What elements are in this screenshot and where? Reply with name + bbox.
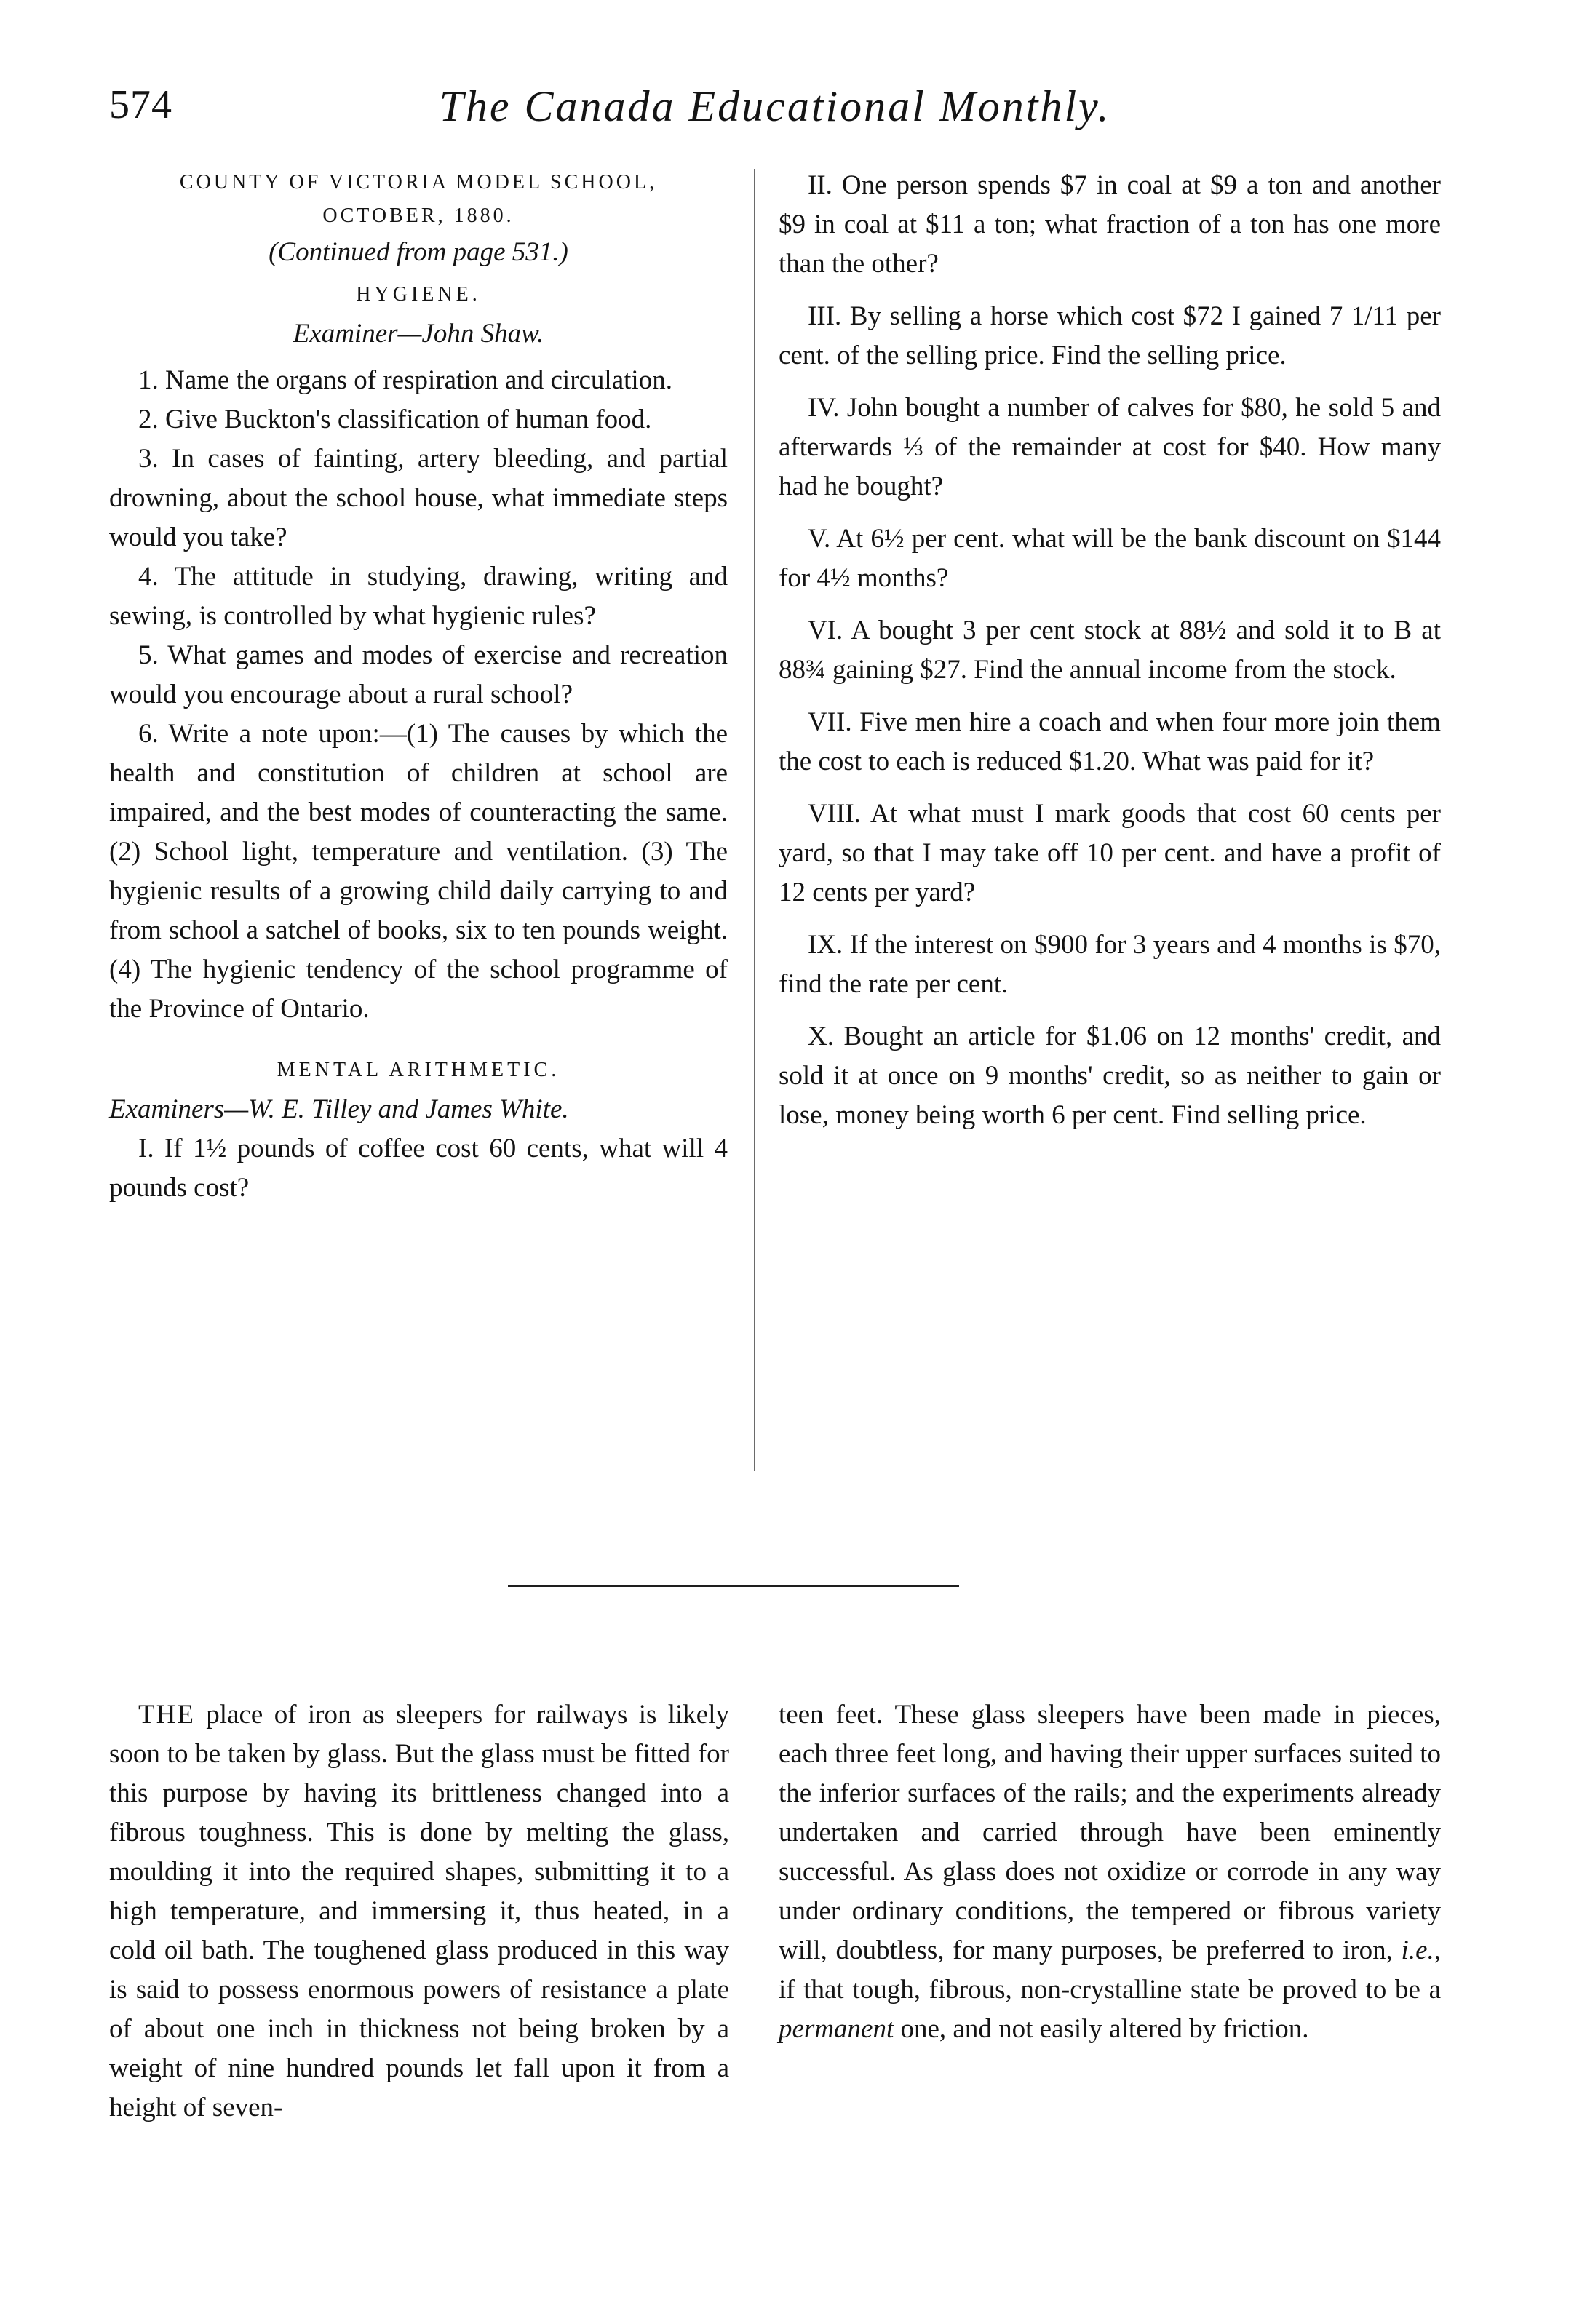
arithmetic-question: VIII. At what must I mark goods that cost 60 cents per yard, so that I may take off 10 per cent. and have a profit of 12 cents per yard?: [779, 799, 1441, 907]
arithmetic-question: VII. Five men hire a coach and when four more join them the cost to each is reduced $1.20. What was paid for it?: [779, 707, 1441, 776]
exam-date: OCTOBER, 1880.: [322, 204, 514, 227]
page-number: 574: [109, 82, 172, 127]
arithmetic-question: X. Bought an article for $1.06 on 12 months' credit, and sold it at once on 9 months' credit, so as neither to gain or lose, money being worth 6 per cent. Find selling price.: [779, 1022, 1441, 1130]
hygiene-examiner: Examiner—John Shaw.: [293, 319, 544, 349]
column-divider: [754, 169, 755, 1471]
article-left-column: [109, 1695, 729, 2128]
section-separator-rule: [508, 1585, 959, 1587]
arithmetic-question: I. If 1½ pounds of coffee cost 60 cents, what will 4 pounds cost?: [109, 1134, 728, 1203]
hygiene-question: 3. In cases of fainting, artery bleeding, and partial drowning, about the school house, what immediate steps would you take?: [109, 444, 728, 552]
exam-right-column: [779, 166, 1441, 1148]
exam-left-column: [109, 166, 728, 1208]
hygiene-question: 5. What games and modes of exercise and recreation would you encourage about a rural school?: [109, 640, 728, 709]
hygiene-question: 6. Write a note upon:—(1) The causes by which the health and constitution of children at school are impaired, and the best modes of counteracting the same. (2) School light, temperature and ventilation. (3) The hygienic results of a growing child daily carrying to and from school a satchel of books, six to ten pounds weight. (4) The hygienic tendency of the school programme of the Province of Ontario.: [109, 719, 728, 1024]
arithmetic-question: II. One person spends $7 in coal at $9 a ton and another $9 in coal at $11 a ton; what fraction of a ton has one more than the other?: [779, 170, 1441, 279]
exam-title: COUNTY OF VICTORIA MODEL SCHOOL,: [179, 171, 658, 194]
article-text: one, and not easily altered by friction.: [894, 2014, 1309, 2044]
arithmetic-question: IV. John bought a number of calves for $80, he sold 5 and afterwards ⅓ of the remainder at cost for $40. How many had he bought?: [779, 393, 1441, 501]
arithmetic-question: IX. If the interest on $900 for 3 years and 4 months is $70, find the rate per cent.: [779, 930, 1441, 999]
article-text: , if that tough, fibrous, non-crystalline state be proved to be a: [779, 1935, 1441, 2005]
mental-arithmetic-heading: MENTAL ARITHMETIC.: [277, 1059, 560, 1081]
continued-note: (Continued from page 531.): [269, 237, 568, 267]
hygiene-question: 1. Name the organs of respiration and circulation.: [138, 365, 672, 395]
running-title: The Canada Educational Monthly.: [439, 82, 1111, 130]
article-ie: i.e.: [1401, 1935, 1434, 1965]
arithmetic-question: VI. A bought 3 per cent stock at 88½ and sold it to B at 88¾ gaining $27. Find the annual income from the stock.: [779, 616, 1441, 685]
article-lead-word: THE: [138, 1700, 195, 1730]
page-header: [109, 81, 1441, 147]
article-paragraph-continued: [779, 1695, 1441, 2049]
article-paragraph: [109, 1695, 729, 2128]
article-right-column: [779, 1695, 1441, 2049]
hygiene-question: 4. The attitude in studying, drawing, writing and sewing, is controlled by what hygienic rules?: [109, 562, 728, 631]
arithmetic-question: III. By selling a horse which cost $72 I gained 7 1/11 per cent. of the selling price. Find the selling price.: [779, 301, 1441, 370]
article-permanent: permanent: [779, 2014, 894, 2044]
arithmetic-examiners: Examiners—W. E. Tilley and James White.: [109, 1094, 569, 1124]
article-text: place of iron as sleepers for railways is likely soon to be taken by glass. But the glass must be fitted for this purpose by having its brittleness changed into a fibrous toughness. This is done by melting the glass, moulding it into the required shapes, submitting it to a high temperature, and immersing it, thus heated, in a cold oil bath. The toughened glass produced in this way is said to possess enormous powers of resistance a plate of about one inch in thickness not being broken by a weight of nine hundred pounds let fall upon it from a height of seven-: [109, 1700, 729, 2122]
arithmetic-question: V. At 6½ per cent. what will be the bank discount on $144 for 4½ months?: [779, 524, 1441, 593]
hygiene-question: 2. Give Buckton's classification of human food.: [138, 405, 652, 434]
article-text: teen feet. These glass sleepers have been made in pieces, each three feet long, and having their upper surfaces suited to the inferior surfaces of the rails; and the experiments already undertaken and carried through have been eminently successful. As glass does not oxidize or corrode in any way under ordinary conditions, the tempered or fibrous variety will, doubtless, for many purposes, be preferred to iron,: [779, 1700, 1441, 1965]
hygiene-heading: HYGIENE.: [356, 283, 481, 306]
